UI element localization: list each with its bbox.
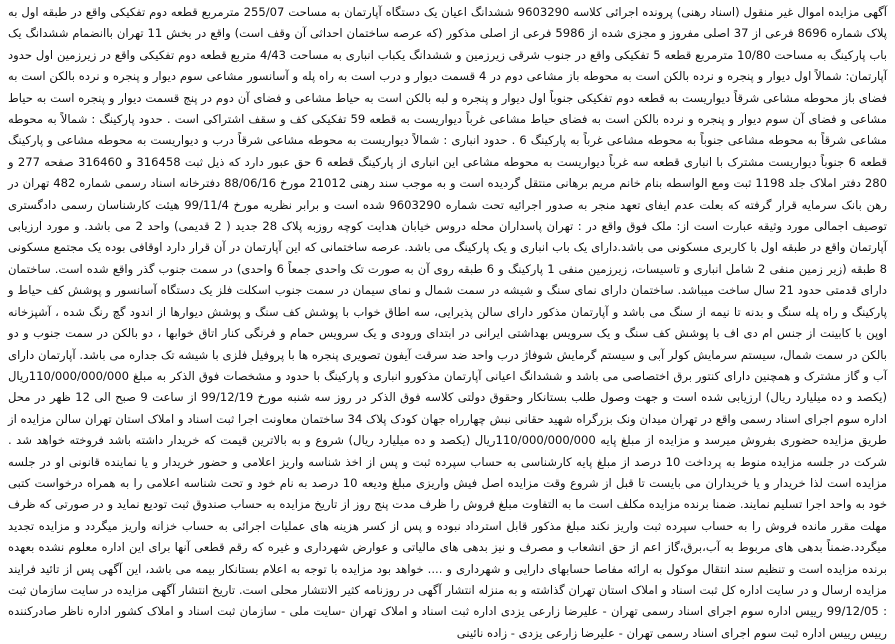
auction-notice-text [8,2,887,644]
notice-paragraph: آگهی مزایده اموال غیر منقول (اسناد رهنی) پرونده اجرائی کلاسه 9603290 ششدانگ اعیان یک دستگاه آپارتمان به مساحت 255/07 مترمربع قطعه دوم تفکیکی واقع در طبقه اول به پلاک شماره 8696 فرعی از 37 اصلی مفروز و مجزی شده از 5986 فرعی از اصلی مذکور (که عرصه ساختمان احداثی آن وقف است) واقع در بخش 11 تهران باانضمام ششدانگ یک باب پارکینگ به مساحت 10/80 مترمربع قطعه 5 تفکیکی واقع در جنوب شرقی زیرزمین و ششدانگ یکباب انباری به مساحت 4/43 متربع قطعه دوم تفکیکی واقع در زیرزمین اول حدود آپارتمان: شمالاً اول دیوار و پنجره و نرده بالکن است به محوطه باز مشاعی دوم در 4 قسمت دیوار و درب است به راه پله و آسانسور مشاعی سوم دیوار و پنجره و نرده بالکن است به فضای باز محوطه مشاعی شرقاً دیواریست به قطعه دوم تفکیکی جنوباً اول دیوار و پنجره و لبه بالکن است به حیاط مشاعی و فضای آن دوم در پنج قسمت دیوار و پنجره است به حیاط مشاعی و فضای آن سوم دیوار و پنجره و نرده بالکن است به فضای حیاط مشاعی غرباً دیواریست به قطعه 59 تفکیکی کف و سقف اشتراکی است . حدود پارکینگ : شمالاً به محوطه مشاعی شرقاً به محوطه مشاعی جنوباً به محوطه مشاعی غرباً به پارکینگ 6 . حدود انباری : شمالاً دیواریست به محوطه مشاعی شرقاً درب و دیواریست به محوطه مشاعی و پارکینگ قطعه 6 جنوباً دیواریست مشترک با انباری قطعه سه غرباً دیواریست به محوطه مشاعی این انباری از پارکینگ قطعه 6 حق عبور دارد که ذیل ثبت 316458 و 316460 صفحه 277 و 280 دفتر املاک جلد 1198 ثبت ومع الواسطه بنام خانم مریم برهانی منتقل گردیده است و به موجب سند رهنی 21012 مورخ 88/06/16 دفترخانه اسناد رسمی شماره 482 تهران در رهن بانک سرمایه قرار گرفته که بعلت عدم ایفای تعهد منجر به صدور اجرائیه تحت شماره 9603290 شده است و برابر نظریه مورخ 99/11/4 هیئت کارشناسان رسمی دادگستری توصیف اجمالی مورد وثیقه عبارت است از: ملک فوق واقع در : تهران پاسداران محله دروس خیابان هدایت کوچه روزبه پلاک 28 جدید ( 2 قدیمی) واحد 2 می باشد. و مورد ارزیابی آپارتمان واقع در طبقه اول با کاربری مسکونی می باشد.دارای یک باب انباری و یک پارکینگ می باشد. عرصه ساختمانی که این آپارتمان در آن قرار دارد اوقافی بوده یک مجتمع مسکونی 8 طبقه (زیر زمین منفی 2 شامل انباری و تاسیسات، زیرزمین منفی 1 پارکینگ و 6 طبقه روی آن به صورت تک واحدی جمعاً 6 واحدی) در سمت جنوب گذر واقع شده است. ساختمان دارای قدمتی حدود 21 سال ساخت میباشد. ساختمان دارای نمای سنگ و شیشه در سمت شمال و نمای سیمان در سمت جنوب اسکلت فلز یک دستگاه آسانسور و پوشش کف حیاط و پارکینگ و راه پله سنگ و بدنه تا نیمه از سنگ می باشد و آپارتمان مذکور دارای سالن پذیرایی، سه اطاق خواب با پوشش کف سنگ و پوشش دیوارها از اندود گچ رنگ شده ، آشپزخانه اوپن با کابینت از جنس ام دی اف با پوشش کف سنگ و یک سرویس بهداشتی ایرانی در ابتدای ورودی و یک سرویس حمام و فرنگی کنار اتاق خوابها ، دو بالکن در سمت جنوب و دو بالکن در سمت شمال، سیستم سرمایش کولر آبی و سیستم گرمایش شوفاژ درب واحد ضد سرقت آیفون تصویری پنجره ها با پروفیل فلزی با شیشه تک جداره می باشد. آپارتمان دارای آب و گاز مشترک و همچنین دارای کنتور برق اختصاصی می باشد و ششدانگ اعیانی آپارتمان مذکورو انباری و پارکینگ با حدود و مشخصات فوق الذکر به مبلغ 110/000/000/000ریال (یکصد و ده میلیارد ریال) ارزیابی شده است و جهت وصول طلب بستانکار وحقوق دولتی کلاسه فوق الذکر در روز سه شنبه مورخ 99/12/19 از ساعت 9 صبح الی 12 ظهر در محل اداره سوم اجرای اسناد رسمی واقع در تهران میدان ونک بزرگراه شهید حقانی نبش چهارراه جهان کودک پلاک 34 ساختمان معاونت اجرا ثبت اسناد و املاک استان تهران سالن مزایده از طریق مزایده حضوری بفروش میرسد و مزایده از مبلغ پایه 110/000/000/000ریال (یکصد و ده میلیارد ریال) شروع و به بالاترین قیمت که خریدار داشته باشد فروخته خواهد شد . شرکت در جلسه مزایده منوط به پرداخت 10 درصد از مبلغ پایه کارشناسی به حساب سپرده ثبت و پس از اخذ شناسه واریز اعلامی و حضور خریدار و یا نماینده قانونی او در جلسه مزایده است لذا خریدار و یا خریداران می بایست تا قبل از شروع وقت مزایده اصل فیش واریزی مبلغ ودیعه 10 درصد به نام خود و تحت شناسه اعلامی را به همراه درخواست کتبی خود به واحد اجرا تسلیم نمایند. ضمنا برنده مزایده مکلف است ما به التفاوت مبلغ فروش را ظرف مدت پنج روز از تاریخ مزایده به حساب صندوق ثبت تودیع نماید و در صورتی که ظرف مهلت مقرر مانده فروش را به حساب سپرده ثبت واریز نکند مبلغ مذکور قابل استرداد نبوده و پس از کسر هزینه های عملیات اجرائی به حساب خزانه واریز میگردد و مزایده تجدید میگردد.ضمناً بدهی های مربوط به آب،برق،گاز اعم از حق انشعاب و مصرف و نیز بدهی های مالیاتی و عوارض شهرداری و غیره که رقم قطعی آنها برای این اداره معلوم نشده بعهده برنده مزایده است و تنظیم سند انتقال موکول به ارائه مفاصا حسابهای دارایی و شهرداری و .... خواهد بود مزایده با توجه به اعلام بستانکار بیمه می باشد، این آگهی پس از تائید فرایند مزایده ارسال و در سایت اداره کل ثبت اسناد و املاک استان تهران گذاشته و به منزله انتشار آگهی در روزنامه کثیر الانتشار محلی است. تاریخ انتشار آگهی مزایده در سایت سازمان ثبت : 99/12/05 رییس اداره سوم اجرای اسناد رسمی تهران - علیرضا زارعی یزدی اداره ثبت اسناد و املاک تهران -سایت ملی - سازمان ثبت اسناد و املاک کشور اداره ناظر صادرکننده رییس رییس اداره ثبت سوم اجرای اسناد رسمی تهران - علیرضا زارعی یزدی - زاده نائینی [8,5,888,640]
